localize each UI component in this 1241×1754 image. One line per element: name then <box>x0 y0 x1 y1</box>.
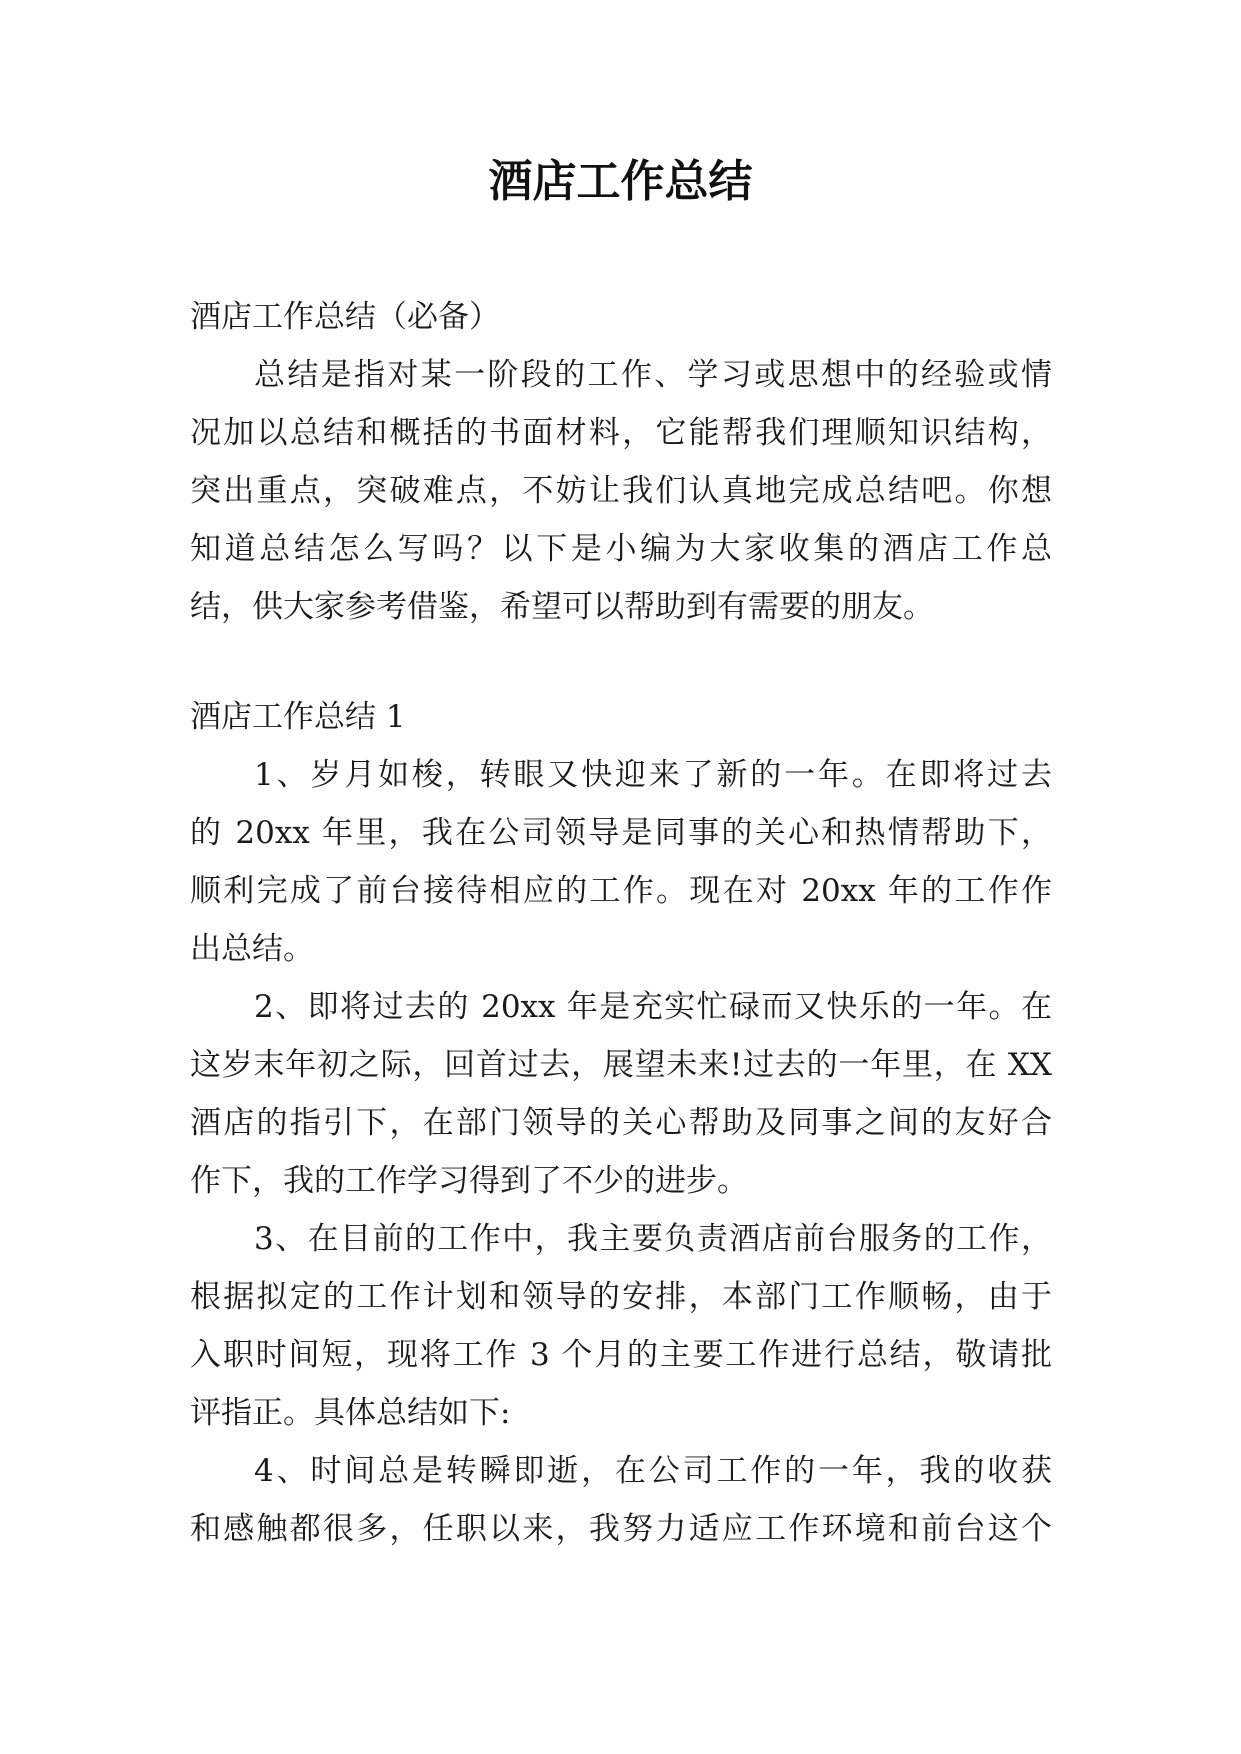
text-line: 况加以总结和概括的书面材料，它能帮我们理顺知识结构， <box>190 415 1052 451</box>
document-body <box>190 288 1052 1558</box>
text-line: 根据拟定的工作计划和领导的安排，本部门工作顺畅，由于 <box>190 1279 1052 1315</box>
text-line: 作下，我的工作学习得到了不少的进步。 <box>190 1163 748 1199</box>
text-line: 入职时间短，现将工作 3 个月的主要工作进行总结，敬请批 <box>190 1337 1052 1373</box>
text-line: 这岁末年初之际，回首过去，展望未来!过去的一年里，在 XX <box>190 1047 1052 1083</box>
section-heading: 酒店工作总结 1 <box>190 699 406 735</box>
text-line: 出总结。 <box>190 931 314 967</box>
paragraph-1 <box>190 746 1052 978</box>
text-line: 2、即将过去的 20xx 年是充实忙碌而又快乐的一年。在 <box>254 989 1052 1025</box>
document-title: 酒店工作总结 <box>488 156 753 207</box>
intro-paragraph <box>190 346 1052 636</box>
text-line: 突出重点，突破难点，不妨让我们认真地完成总结吧。你想 <box>190 473 1052 509</box>
text-line: 3、在目前的工作中，我主要负责酒店前台服务的工作， <box>254 1221 1052 1257</box>
intro-heading: 酒店工作总结（必备） <box>190 299 500 335</box>
paragraph-2 <box>190 978 1052 1210</box>
text-line: 顺利完成了前台接待相应的工作。现在对 20xx 年的工作作 <box>190 873 1052 909</box>
text-line: 和感触都很多，任职以来，我努力适应工作环境和前台这个 <box>190 1511 1052 1547</box>
text-line: 评指正。具体总结如下: <box>190 1395 511 1431</box>
paragraph-4 <box>190 1442 1052 1558</box>
text-line: 1、岁月如梭，转眼又快迎来了新的一年。在即将过去 <box>254 757 1052 793</box>
text-line: 4、时间总是转瞬即逝，在公司工作的一年，我的收获 <box>254 1453 1052 1489</box>
text-line: 知道总结怎么写吗？以下是小编为大家收集的酒店工作总 <box>190 531 1052 567</box>
text-line: 的 20xx 年里，我在公司领导是同事的关心和热情帮助下， <box>190 815 1052 851</box>
paragraph-3 <box>190 1210 1052 1442</box>
text-line: 结，供大家参考借鉴，希望可以帮助到有需要的朋友。 <box>190 589 934 625</box>
text-line: 总结是指对某一阶段的工作、学习或思想中的经验或情 <box>254 357 1052 393</box>
text-line: 酒店的指引下，在部门领导的关心帮助及同事之间的友好合 <box>190 1105 1052 1141</box>
section-spacer <box>190 636 1052 688</box>
